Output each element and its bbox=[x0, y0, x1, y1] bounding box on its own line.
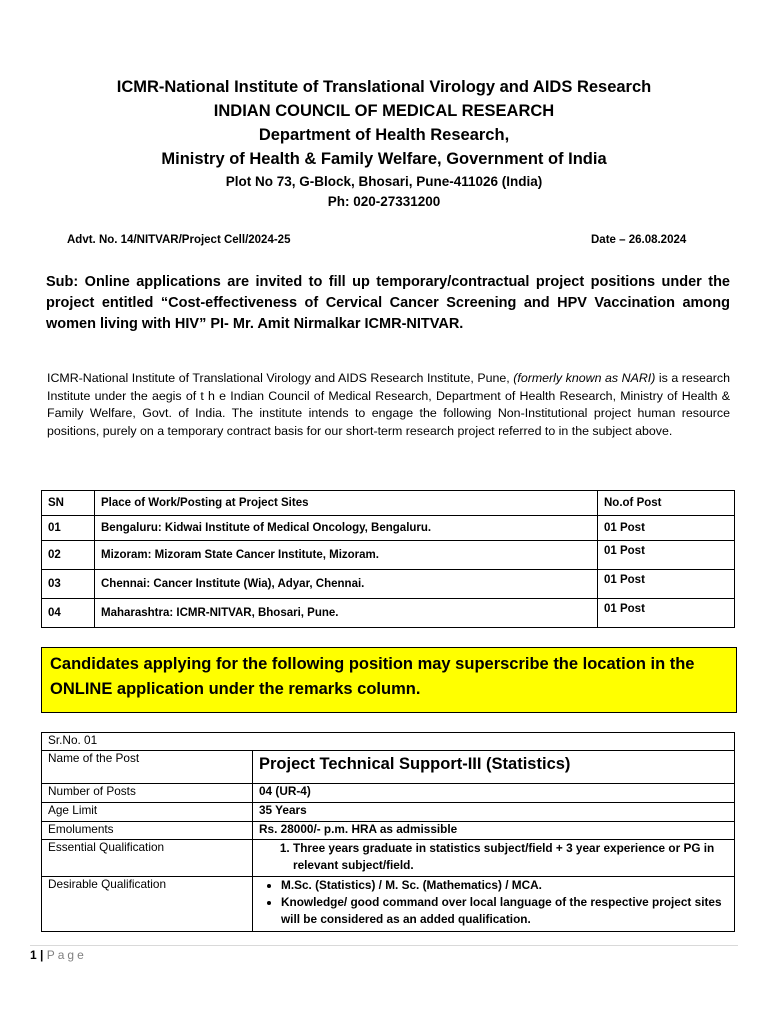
footer-divider bbox=[30, 945, 738, 946]
row-posts: 01 Post bbox=[598, 570, 735, 599]
intro-italic-text: (formerly known as NARI) bbox=[513, 371, 656, 385]
essential-qualification-list bbox=[259, 840, 728, 874]
post-details-table bbox=[41, 732, 735, 932]
intro-text-1: ICMR-National Institute of Translational Virology and AIDS Research Institute, Pune, bbox=[47, 371, 514, 385]
post-name-cell bbox=[253, 751, 735, 784]
table-row bbox=[42, 822, 735, 840]
essential-qualification-item: 1. Three years graduate in statistics subject/field + 3 year experience or PG in relevant subject/field. bbox=[293, 840, 728, 874]
row-posts: 01 Post bbox=[598, 599, 735, 628]
header-department: Department of Health Research, bbox=[258, 126, 510, 144]
highlighted-notice: Candidates applying for the following position may superscribe the location in the ONLINE application under the remarks column. bbox=[41, 647, 737, 713]
table-row bbox=[42, 516, 735, 541]
age-limit-value: 35 Years bbox=[253, 803, 735, 822]
table-row bbox=[42, 784, 735, 803]
age-limit-label: Age Limit bbox=[42, 803, 253, 822]
intro-paragraph bbox=[47, 370, 730, 440]
row-place: Maharashtra: ICMR-NITVAR, Bhosari, Pune. bbox=[95, 599, 598, 628]
row-sn: 02 bbox=[42, 541, 95, 570]
post-sr-no: Sr.No. 01 bbox=[42, 733, 735, 751]
row-place: Bengaluru: Kidwai Institute of Medical Oncology, Bengaluru. bbox=[95, 516, 598, 541]
row-posts: 01 Post bbox=[598, 541, 735, 570]
post-name-label: Name of the Post bbox=[42, 751, 253, 784]
emoluments-value: Rs. 28000/- p.m. HRA as admissible bbox=[253, 822, 735, 840]
header-address: Plot No 73, G-Block, Bhosari, Pune-411026 (India) bbox=[225, 174, 543, 189]
desirable-qualification-item: • Knowledge/ good command over local language of the respective project sites will be considered as an added qualification. bbox=[281, 894, 728, 928]
page-label: Page bbox=[46, 948, 87, 962]
row-place: Mizoram: Mizoram State Cancer Institute, Mizoram. bbox=[95, 541, 598, 570]
advertisement-number: Advt. No. 14/NITVAR/Project Cell/2024-25 bbox=[67, 234, 291, 246]
table-row bbox=[42, 570, 735, 599]
header-cell-place: Place of Work/Posting at Project Sites bbox=[95, 491, 598, 516]
row-posts: 01 Post bbox=[598, 516, 735, 541]
essential-qualification-cell bbox=[253, 840, 735, 877]
table-header-row bbox=[42, 491, 735, 516]
table-row bbox=[42, 599, 735, 628]
table-row bbox=[42, 751, 735, 784]
table-row bbox=[42, 840, 735, 877]
page-number: 1 bbox=[30, 948, 37, 962]
desirable-qualification-label: Desirable Qualification bbox=[42, 877, 253, 932]
subject-paragraph: Sub: Online applications are invited to fill up temporary/contractual project positions under the project entitled “Cost-effectiveness of Cervical Cancer Screening and HPV Vaccination among women living with HIV” PI- Mr. Amit Nirmalkar ICMR-NITVAR. bbox=[46, 274, 730, 332]
page-separator: | bbox=[36, 948, 47, 962]
header-institute-name: ICMR-National Institute of Translational Virology and AIDS Research bbox=[116, 78, 652, 96]
number-of-posts-label: Number of Posts bbox=[42, 784, 253, 803]
emoluments-label: Emoluments bbox=[42, 822, 253, 840]
table-row bbox=[42, 877, 735, 932]
row-sn: 03 bbox=[42, 570, 95, 599]
header-cell-posts: No.of Post bbox=[598, 491, 735, 516]
post-name-value: Project Technical Support-III (Statistics) bbox=[259, 755, 571, 773]
row-sn: 04 bbox=[42, 599, 95, 628]
project-sites-table bbox=[41, 490, 735, 628]
row-sn: 01 bbox=[42, 516, 95, 541]
intro-text-2: is a research Institute under the aegis of t h e Indian Council of Medical Research, Department of Health Research, Ministry of Health & Family Welfare, Govt. of India. The institute intends to engage the following Non-Institutional project human resource positions, purely on a temporary contract basis for our short-term research project referred to in the subject above. bbox=[47, 371, 731, 438]
header-council-name: INDIAN COUNCIL OF MEDICAL RESEARCH bbox=[213, 102, 555, 120]
header-cell-sn: SN bbox=[42, 491, 95, 516]
row-place: Chennai: Cancer Institute (Wia), Adyar, Chennai. bbox=[95, 570, 598, 599]
essential-qualification-label: Essential Qualification bbox=[42, 840, 253, 877]
header-phone: Ph: 020-27331200 bbox=[327, 194, 441, 209]
advertisement-date: Date – 26.08.2024 bbox=[591, 234, 687, 246]
table-row bbox=[42, 541, 735, 570]
desirable-qualification-cell bbox=[253, 877, 735, 932]
header-ministry: Ministry of Health & Family Welfare, Government of India bbox=[161, 150, 607, 168]
page-footer bbox=[30, 948, 87, 962]
desirable-qualification-item: • M.Sc. (Statistics) / M. Sc. (Mathematics) / MCA. bbox=[281, 877, 728, 894]
number-of-posts-value: 04 (UR-4) bbox=[253, 784, 735, 803]
table-row bbox=[42, 733, 735, 751]
desirable-qualification-list bbox=[259, 877, 728, 928]
table-row bbox=[42, 803, 735, 822]
